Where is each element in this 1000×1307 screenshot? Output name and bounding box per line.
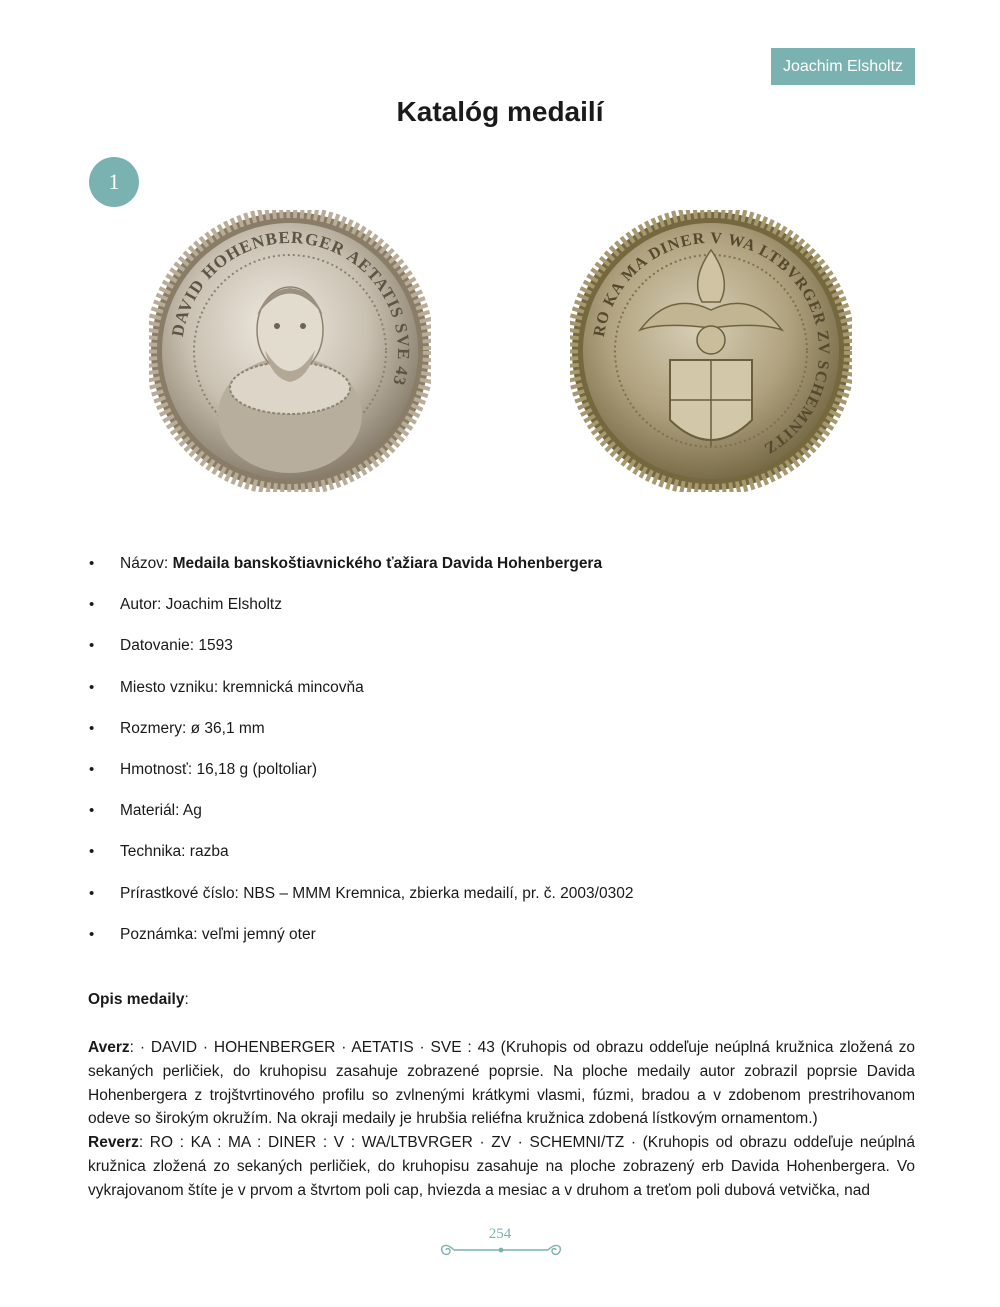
property-label: Poznámka:	[120, 925, 202, 943]
list-item	[88, 676, 918, 717]
page-title: Katalóg medailí	[396, 96, 604, 127]
averz-text: : · DAVID · HOHENBERGER · AETATIS · SVE : 43 (Kruhopis od obrazu oddeľuje neúplná kružnica zložená zo sekaných perličiek, do kruhopisu zasahuje zobrazené poprsie. Na ploche medaily autor zobrazil poprsie Davida Hohenbergera z trojštvrtinového profilu so zvlnenými krátkymi vlasmi, fúzmi, bradou a v zdobenom prestrihovanom odeve so širokým okružím. Na okraji medaily je hrubšia reliéfna kružnica zdobená lístkovým ornamentom.)	[88, 1039, 915, 1128]
property-value: 16,18 g (poltoliar)	[196, 760, 318, 778]
property-label: Datovanie:	[120, 637, 199, 655]
reverz-label: Reverz	[88, 1134, 139, 1152]
bullet-icon: •	[89, 596, 95, 614]
list-item	[88, 799, 918, 840]
property-list	[88, 552, 918, 964]
description-body	[88, 1036, 915, 1203]
property-label: Názov:	[120, 555, 173, 572]
property-value: Medaila banskoštiavnického ťažiara Davida Hohenbergera	[172, 555, 603, 572]
property-label: Technika:	[120, 843, 190, 861]
property-value: ø 36,1 mm	[190, 719, 265, 737]
description-heading	[88, 988, 189, 1012]
list-item	[88, 882, 918, 923]
property-value: Ag	[182, 802, 202, 820]
property-value: NBS – MMM Kremnica, zbierka medailí, pr. č. 2003/0302	[243, 884, 634, 902]
property-label: Miesto vzniku:	[120, 678, 223, 696]
list-item	[88, 593, 918, 634]
bullet-icon: •	[89, 555, 95, 572]
property-label: Rozmery:	[120, 719, 191, 737]
medal-obverse-portrait-image	[149, 210, 431, 492]
property-value: veľmi jemný oter	[201, 925, 316, 943]
averz-label: Averz	[88, 1039, 130, 1056]
list-item	[88, 923, 918, 964]
property-label: Materiál:	[120, 802, 183, 820]
description-heading-text: Opis medaily	[88, 991, 185, 1008]
medal-reverse-coat-of-arms-image	[570, 210, 852, 492]
list-item	[88, 758, 918, 799]
bullet-icon: •	[89, 760, 95, 778]
list-item	[88, 717, 918, 758]
author-tag: Joachim Elsholtz	[771, 48, 915, 85]
list-item	[88, 840, 918, 881]
entry-number-badge: 1	[89, 157, 139, 207]
property-label: Autor:	[120, 596, 166, 614]
bullet-icon: •	[89, 637, 95, 655]
svg-text:RO KA MA DINER V WA LTBVRGER Z: RO KA MA DINER V WA LTBVRGER ZV SCHEMNITZ	[590, 229, 833, 458]
list-item	[88, 634, 918, 675]
bullet-icon: •	[89, 884, 95, 902]
description-heading-colon: :	[184, 991, 189, 1008]
reverz-text: : RO : KA : MA : DINER : V : WA/LTBVRGER · ZV · SCHEMNI/TZ · (Kruhopis od obrazu oddeľuje neúplná kružnica zložená zo sekaných perličiek, do kruhopisu zasahuje na ploche zobrazený erb Davida Hohenbergera. Vo vykrajovanom štíte je v prvom a štvrtom poli cap, hviezda a mesiac a v druhom a treťom poli dubová vetvička, nad	[88, 1134, 915, 1199]
property-value: Joachim Elsholtz	[165, 596, 282, 614]
bullet-icon: •	[89, 719, 95, 737]
property-value: 1593	[198, 637, 233, 655]
bullet-icon: •	[89, 843, 95, 861]
property-label: Prírastkové číslo:	[120, 884, 244, 902]
bullet-icon: •	[89, 925, 95, 943]
bullet-icon: •	[89, 802, 95, 820]
property-value: kremnická mincovňa	[222, 678, 364, 696]
decorative-scroll-ornament-icon	[438, 1238, 564, 1262]
property-value: razba	[189, 843, 229, 861]
svg-text:DAVID HOHENBERGER AETATIS SVE: DAVID HOHENBERGER AETATIS SVE 43	[167, 227, 414, 389]
list-item	[88, 552, 918, 593]
bullet-icon: •	[89, 678, 95, 696]
property-label: Hmotnosť:	[120, 760, 197, 778]
page-number: 254	[488, 1226, 512, 1242]
